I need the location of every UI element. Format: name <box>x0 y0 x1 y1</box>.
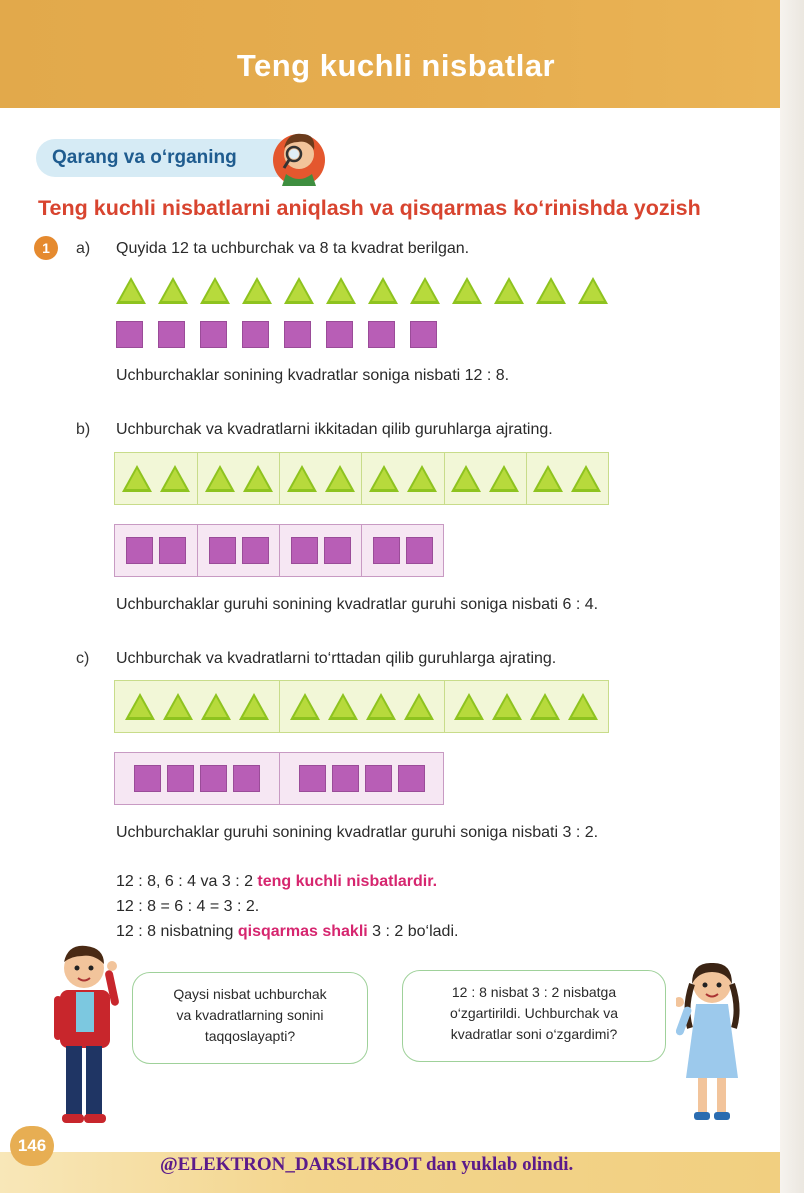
triangle-shape <box>287 465 317 492</box>
learn-pill-label: Qarang va o‘rganing <box>52 147 237 168</box>
triangle-groups-of-four <box>114 680 609 733</box>
square-shape <box>134 765 161 792</box>
square-group <box>279 525 361 576</box>
conclusion-line-1-text: 12 : 8, 6 : 4 va 3 : 2 <box>116 873 258 890</box>
square-shape <box>291 537 318 564</box>
triangle-group <box>115 681 279 732</box>
square-shape <box>159 537 186 564</box>
item-c-result: Uchburchaklar guruhi sonining kvadratlar guruhi soniga nisbati 3 : 2. <box>116 824 599 841</box>
triangle-shape <box>489 465 519 492</box>
conclusion-line-3-suffix: 3 : 2 bo‘ladi. <box>367 923 459 940</box>
learn-pill <box>36 139 296 177</box>
square-shape <box>410 321 437 348</box>
item-b-prompt: Uchburchak va kvadratlarni ikkitadan qilib guruhlarga ajrating. <box>116 421 553 438</box>
right-bubble-line-2: o‘zgartirildi. Uchburchak va <box>449 1005 619 1021</box>
triangle-shape <box>530 693 560 720</box>
square-shape <box>167 765 194 792</box>
square-shape <box>365 765 392 792</box>
triangle-shape <box>578 277 608 304</box>
left-speech-bubble <box>132 972 368 1064</box>
page-edge <box>780 0 804 1193</box>
square-shape <box>332 765 359 792</box>
triangle-shape <box>366 693 396 720</box>
square-shape <box>209 537 236 564</box>
triangle-shape <box>571 465 601 492</box>
triangle-shape <box>410 277 440 304</box>
right-bubble-line-3: kvadratlar soni o‘zgardimi? <box>450 1026 618 1042</box>
triangle-shape <box>158 277 188 304</box>
square-shape <box>326 321 353 348</box>
right-bubble-line-1: 12 : 8 nisbat 3 : 2 nisbatga <box>451 984 617 1000</box>
square-shape <box>398 765 425 792</box>
square-shape <box>200 765 227 792</box>
triangle-shape <box>494 277 524 304</box>
download-watermark: @ELEKTRON_DARSLIKBOT dan yuklab olindi. <box>160 1154 574 1175</box>
conclusion-line-2: 12 : 8 = 6 : 4 = 3 : 2. <box>116 898 260 915</box>
triangle-shape <box>369 465 399 492</box>
triangle-shape <box>454 693 484 720</box>
item-b-result: Uchburchaklar guruhi sonining kvadratlar guruhi soniga nisbati 6 : 4. <box>116 596 599 613</box>
triangle-shape <box>533 465 563 492</box>
triangle-shape <box>404 693 434 720</box>
triangle-group <box>361 453 443 504</box>
triangle-shape <box>568 693 598 720</box>
triangle-group <box>444 453 526 504</box>
square-shape <box>406 537 433 564</box>
triangle-group <box>197 453 279 504</box>
square-shape <box>233 765 260 792</box>
square-group <box>115 525 197 576</box>
triangle-shape <box>163 693 193 720</box>
triangle-shape <box>122 465 152 492</box>
section-title: Teng kuchli nisbatlarni aniqlash va qisqarmas ko‘rinishda yozish <box>38 196 701 220</box>
square-shape <box>299 765 326 792</box>
left-bubble-line-3: taqqoslayapti? <box>204 1028 296 1044</box>
triangle-shape <box>326 277 356 304</box>
conclusion-line-3-text: 12 : 8 nisbatning <box>116 923 238 940</box>
conclusion-line-1 <box>116 873 437 891</box>
item-a-result: Uchburchaklar sonining kvadratlar soniga nisbati 12 : 8. <box>116 367 510 384</box>
conclusion-line-3 <box>116 923 458 941</box>
triangle-shape <box>125 693 155 720</box>
triangle-shape <box>205 465 235 492</box>
conclusion-line-3-highlight: qisqarmas shakli <box>237 923 368 940</box>
triangle-shape <box>492 693 522 720</box>
triangle-groups-of-two <box>114 452 609 505</box>
square-shape <box>242 321 269 348</box>
square-group <box>361 525 443 576</box>
triangle-shape <box>201 693 231 720</box>
left-bubble-line-1: Qaysi nisbat uchburchak <box>173 986 327 1002</box>
square-shape <box>126 537 153 564</box>
square-shape <box>158 321 185 348</box>
triangle-group <box>115 453 197 504</box>
square-group <box>279 753 443 804</box>
square-row <box>116 321 452 348</box>
item-a-letter: a) <box>76 240 91 257</box>
item-b-letter: b) <box>76 421 91 438</box>
square-shape <box>368 321 395 348</box>
triangle-shape <box>536 277 566 304</box>
square-shape <box>242 537 269 564</box>
triangle-group <box>444 681 608 732</box>
triangle-shape <box>452 277 482 304</box>
item-c-prompt: Uchburchak va kvadratlarni to‘rttadan qilib guruhlarga ajrating. <box>116 650 557 667</box>
exercise-number-badge: 1 <box>34 236 58 260</box>
square-group <box>197 525 279 576</box>
square-group <box>115 753 279 804</box>
item-c-letter: c) <box>76 650 90 667</box>
triangle-shape <box>200 277 230 304</box>
triangle-shape <box>368 277 398 304</box>
triangle-shape <box>451 465 481 492</box>
item-a-prompt: Quyida 12 ta uchburchak va 8 ta kvadrat berilgan. <box>116 240 470 257</box>
chapter-title: Teng kuchli nisbatlar <box>236 48 556 83</box>
square-shape <box>116 321 143 348</box>
girl-illustration <box>676 958 748 1126</box>
triangle-shape <box>328 693 358 720</box>
square-shape <box>200 321 227 348</box>
triangle-shape <box>239 693 269 720</box>
square-shape <box>324 537 351 564</box>
triangle-row <box>116 277 620 304</box>
square-groups-of-two <box>114 524 444 577</box>
triangle-shape <box>325 465 355 492</box>
triangle-shape <box>243 465 273 492</box>
triangle-shape <box>160 465 190 492</box>
triangle-group <box>526 453 608 504</box>
triangle-shape <box>116 277 146 304</box>
triangle-group <box>279 681 443 732</box>
triangle-shape <box>284 277 314 304</box>
left-bubble-line-2: va kvadratlarning sonini <box>176 1007 324 1023</box>
triangle-group <box>279 453 361 504</box>
boy-magnifier-icon <box>272 124 326 190</box>
square-groups-of-four <box>114 752 444 805</box>
boy-illustration <box>48 940 128 1130</box>
triangle-shape <box>242 277 272 304</box>
square-shape <box>284 321 311 348</box>
page-number: 146 <box>10 1126 54 1166</box>
square-shape <box>373 537 400 564</box>
triangle-shape <box>290 693 320 720</box>
conclusion-line-1-highlight: teng kuchli nisbatlardir. <box>257 873 438 890</box>
triangle-shape <box>407 465 437 492</box>
right-speech-bubble <box>402 970 666 1062</box>
